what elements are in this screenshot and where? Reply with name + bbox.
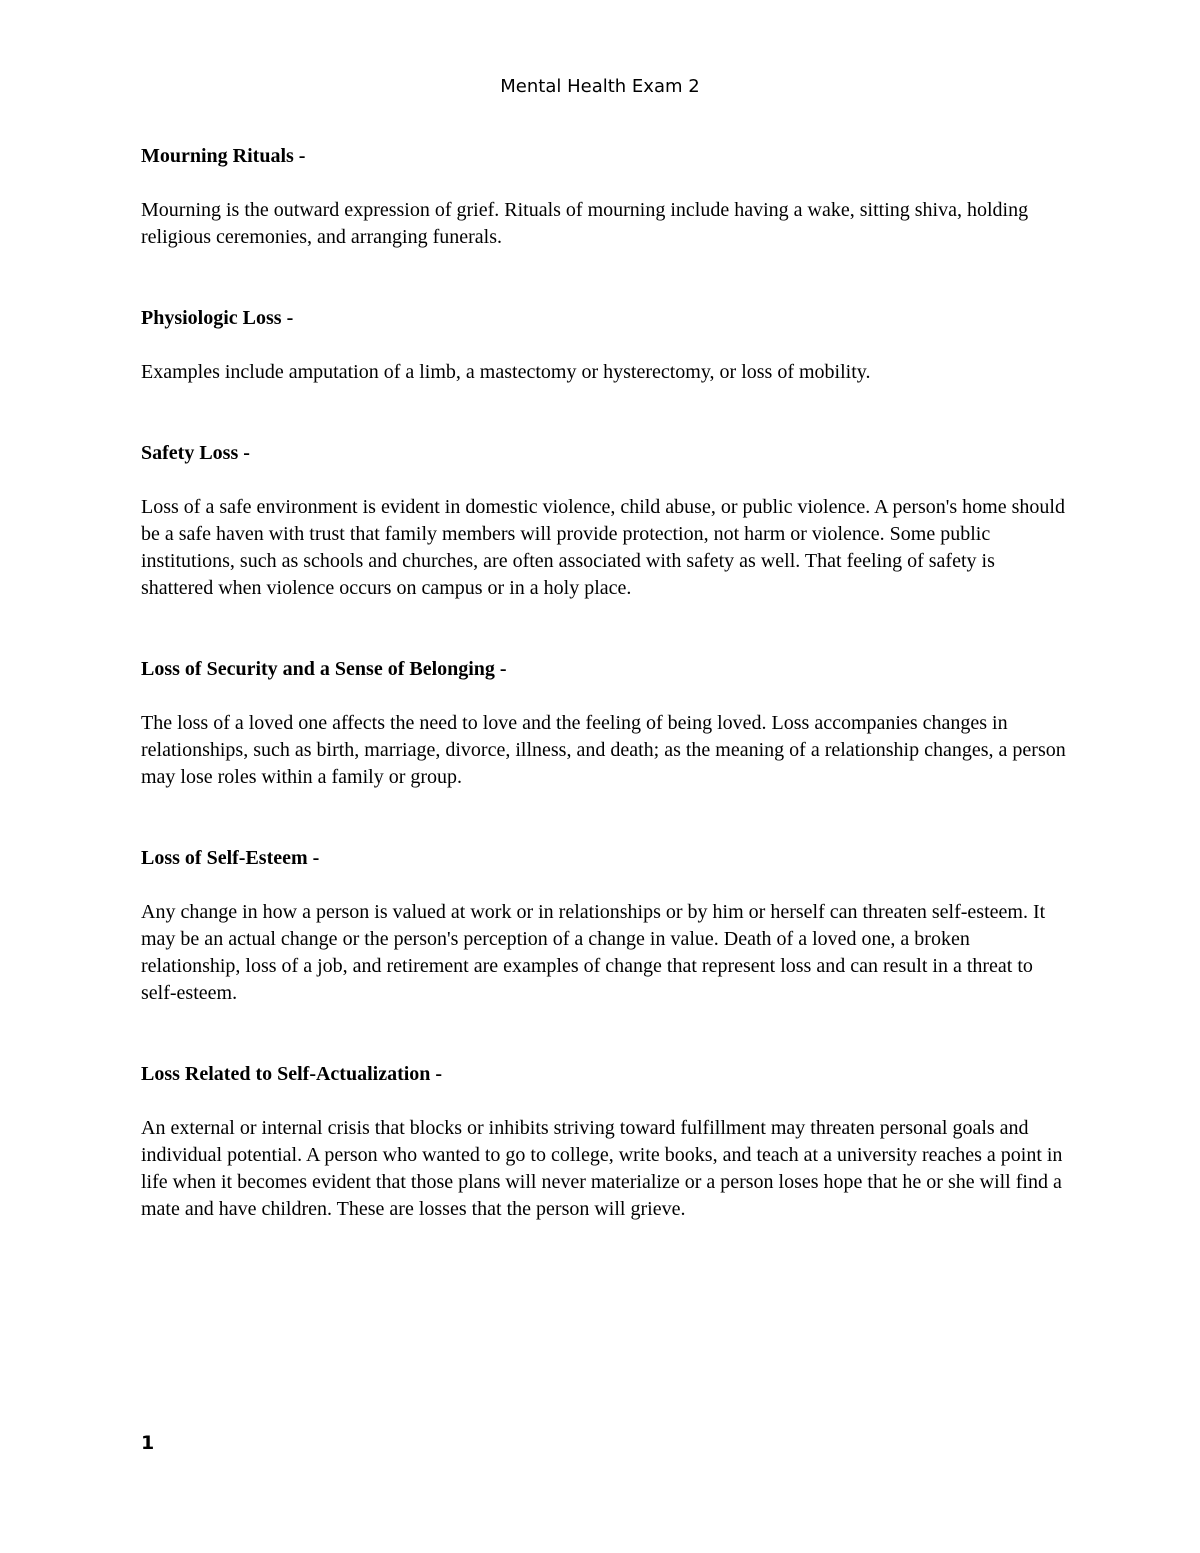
section-heading: Loss Related to Self-Actualization - <box>141 1063 443 1085</box>
section-body: Any change in how a person is valued at work or in relationships or by him or herself can threaten self-esteem. It may be an actual change or the person's perception of a change in value. Death of a loved one, a broken relationship, loss of a job, and retirement are examples of change that represent loss and can result in a threat to self-esteem. <box>141 901 1046 1004</box>
section-body: The loss of a loved one affects the need to love and the feeling of being loved. Loss accompanies changes in relationships, such as birth, marriage, divorce, illness, and death; as the meaning of a relationship changes, a person may lose roles within a family or group. <box>141 712 1066 788</box>
section-body: Loss of a safe environment is evident in domestic violence, child abuse, or public violence. A person's home should be a safe haven with trust that family members will provide protection, not harm or violence. Some public institutions, such as schools and churches, are often associated with safety as well. That feeling of safety is shattered when violence occurs on campus or in a holy place. <box>141 496 1065 599</box>
section-mourning-rituals <box>141 143 1066 251</box>
section-heading: Loss of Self-Esteem - <box>141 847 320 869</box>
section-physiologic-loss <box>141 305 1066 386</box>
section-heading: Mourning Rituals - <box>141 145 306 167</box>
section-heading: Safety Loss - <box>141 442 250 464</box>
section-safety-loss <box>141 440 1066 602</box>
section-loss-of-self-esteem <box>141 845 1066 1007</box>
document-content <box>141 143 1066 1277</box>
section-heading: Physiologic Loss - <box>141 307 294 329</box>
section-body: Examples include amputation of a limb, a mastectomy or hysterectomy, or loss of mobility. <box>141 361 871 383</box>
section-loss-of-security <box>141 656 1066 791</box>
document-title: Mental Health Exam 2 <box>500 76 700 97</box>
section-self-actualization <box>141 1061 1066 1223</box>
section-body: An external or internal crisis that blocks or inhibits striving toward fulfillment may threaten personal goals and individual potential. A person who wanted to go to college, write books, and teach at a university reaches a point in life when it becomes evident that those plans will never materialize or a person loses hope that he or she will find a mate and have children. These are losses that the person will grieve. <box>141 1117 1063 1220</box>
section-heading: Loss of Security and a Sense of Belonging - <box>141 658 507 680</box>
section-body: Mourning is the outward expression of grief. Rituals of mourning include having a wake, sitting shiva, holding religious ceremonies, and arranging funerals. <box>141 199 1029 248</box>
page-number: 1 <box>141 1432 155 1454</box>
